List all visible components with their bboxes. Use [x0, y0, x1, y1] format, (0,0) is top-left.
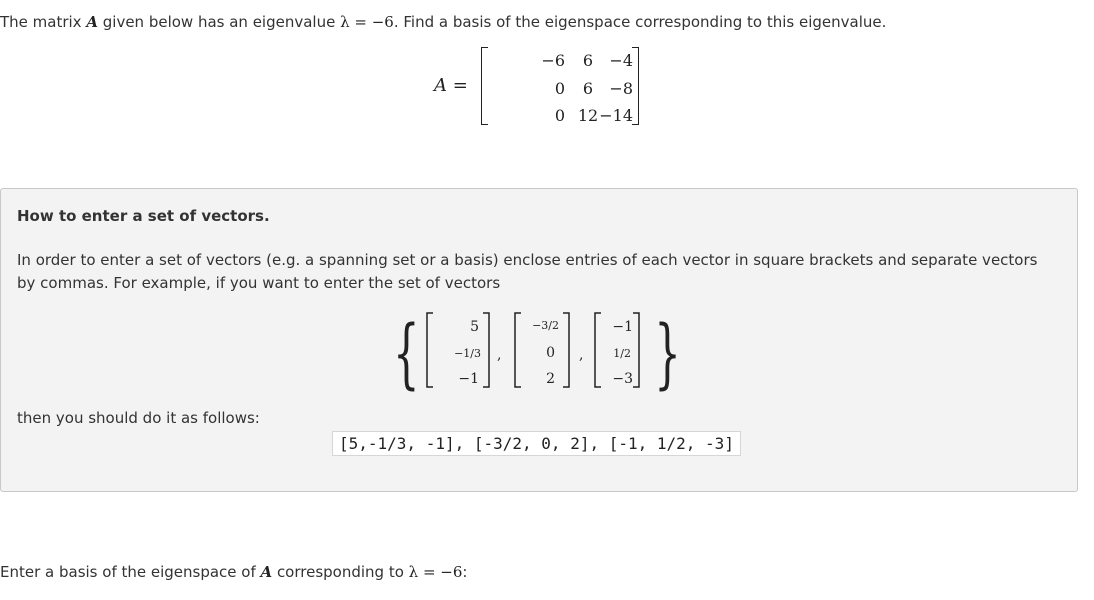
vector-1-entry: −1 — [458, 371, 479, 387]
left-brace: { — [393, 309, 420, 398]
prompt-lambda-symbol: λ — [408, 563, 419, 581]
prompt-colon: : — [462, 563, 468, 581]
matrix-cell: −8 — [609, 79, 633, 98]
vector-2-entry: 0 — [546, 345, 555, 361]
left-bracket — [481, 47, 488, 125]
lambda-symbol: λ — [340, 13, 350, 31]
problem-text-part3: . Find a basis of the eigenspace corresponding to this eigenvalue. — [393, 13, 887, 31]
help-then-text: then you should do it as follows: — [17, 409, 260, 427]
matrix-cell: 0 — [554, 79, 565, 98]
prompt-part2: corresponding to — [272, 563, 409, 581]
matrix-cell: 12 — [577, 106, 599, 125]
prompt-part1: Enter a basis of the eigenspace of — [0, 563, 261, 581]
matrix-a — [434, 47, 674, 131]
vector-3-left-bracket — [595, 313, 601, 387]
vector-2-entry: −3/2 — [532, 319, 559, 332]
vector-3-entry: −1 — [612, 319, 633, 335]
matrix-a-label: A = — [434, 75, 468, 96]
right-bracket — [632, 47, 639, 125]
matrix-cell: −6 — [541, 51, 565, 70]
vector-2-right-bracket — [563, 313, 569, 387]
vector-3-entry: −3 — [612, 371, 633, 387]
matrix-cell: 6 — [582, 51, 594, 70]
problem-text-part2: given below has an eigenvalue — [97, 13, 341, 31]
matrix-cell: 6 — [582, 79, 594, 98]
vector-1-left-bracket — [427, 313, 433, 387]
eigenvalue-value: = −6 — [349, 13, 394, 31]
prompt-matrix-symbol: A — [260, 563, 273, 581]
vector-separator: , — [497, 347, 502, 363]
vector-separator: , — [579, 347, 584, 363]
help-title: How to enter a set of vectors. — [17, 207, 270, 225]
vector-1-right-bracket — [483, 313, 489, 387]
vector-3-right-bracket — [633, 313, 639, 387]
example-vector-set — [393, 309, 681, 398]
vector-3-entry: 1/2 — [613, 347, 631, 360]
vector-2-left-bracket — [515, 313, 521, 387]
example-input-code: [5,-1/3, -1], [-3/2, 0, 2], [-1, 1/2, -3] — [332, 431, 741, 456]
matrix-cell: −14 — [599, 106, 633, 125]
help-panel — [0, 188, 1078, 492]
vector-1-entry: −1/3 — [454, 347, 481, 360]
right-brace: } — [654, 309, 681, 398]
matrix-cell: 0 — [554, 106, 565, 125]
problem-statement — [0, 12, 886, 32]
matrix-cell: −4 — [609, 51, 633, 70]
answer-prompt — [0, 563, 467, 581]
matrix-a-brackets — [481, 47, 639, 125]
help-body: In order to enter a set of vectors (e.g. a spanning set or a basis) enclose entries of each vector in square brackets and separate vectors by commas. For example, if you want to enter the set of vectors — [17, 251, 1038, 292]
problem-text-part1: The matrix — [0, 13, 87, 31]
prompt-eigenvalue: = −6 — [418, 563, 463, 581]
vector-1-entry: 5 — [470, 319, 479, 335]
vector-2-entry: 2 — [546, 371, 555, 387]
matrix-symbol: A — [86, 13, 98, 31]
